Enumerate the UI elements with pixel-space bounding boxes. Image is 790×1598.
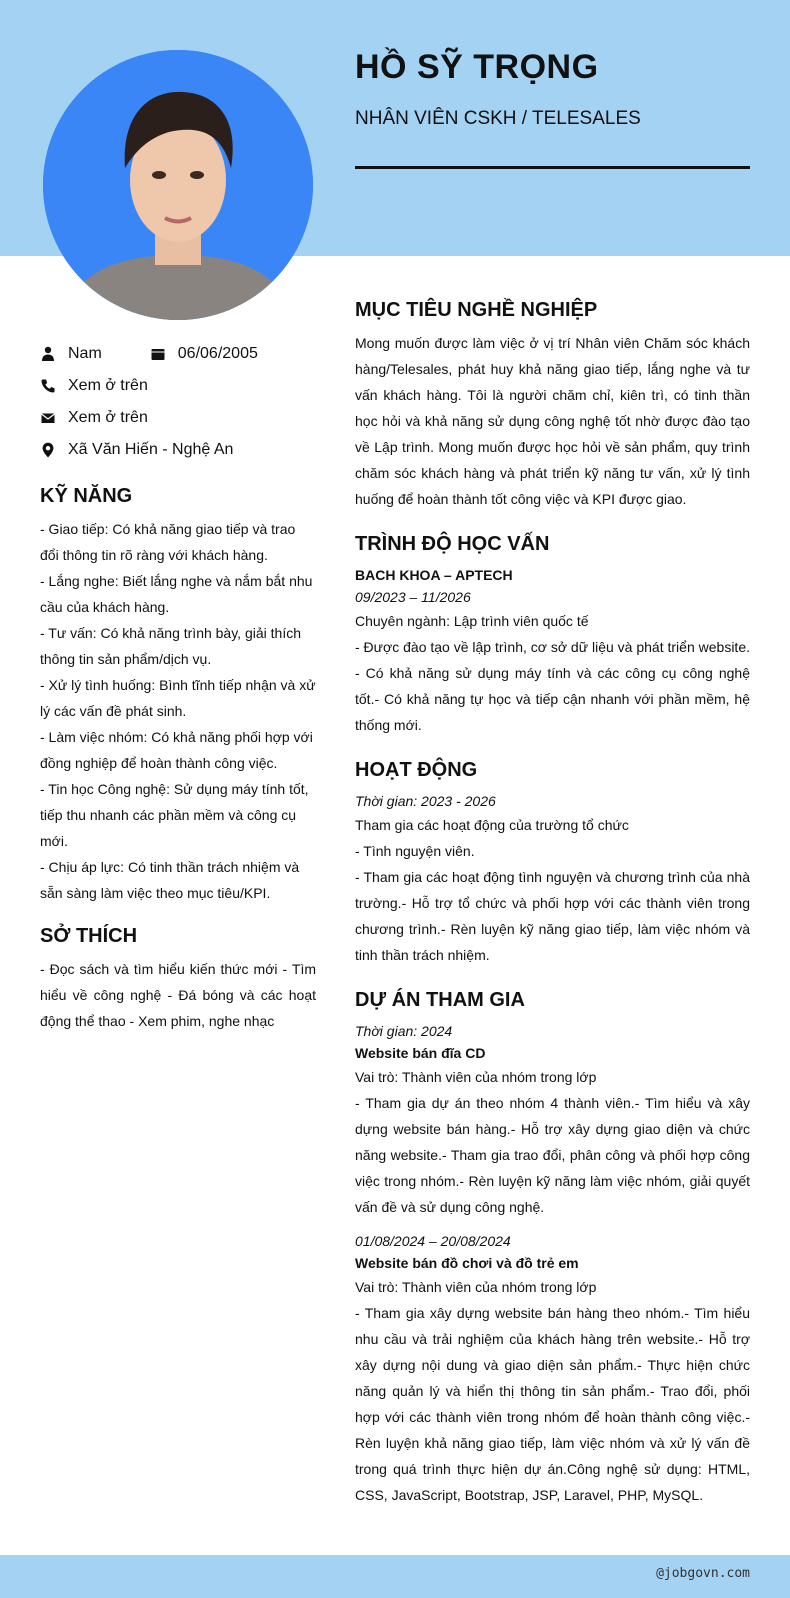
person-icon — [40, 346, 68, 362]
skill-item: - Chịu áp lực: Có tinh thần trách nhiệm và sẵn sàng làm việc theo mục tiêu/KPI. — [40, 859, 300, 901]
phone-value: Xem ở trên — [68, 377, 148, 394]
skill-item: - Tin học Công nghệ: Sử dụng máy tính tốt, tiếp thu nhanh các phần mềm và công cụ mới. — [40, 781, 309, 849]
education-title: TRÌNH ĐỘ HỌC VẤN — [355, 533, 550, 555]
education-period: 09/2023 – 11/2026 — [355, 589, 471, 605]
skills-list — [40, 516, 316, 906]
mail-icon — [40, 410, 68, 426]
hobbies-text: - Đọc sách và tìm hiểu kiến thức mới - Tìm hiểu về công nghệ - Đá bóng và các hoạt động thể thao - Xem phim, nghe nhạc — [40, 961, 316, 1029]
skill-item: - Xử lý tình huống: Bình tĩnh tiếp nhận và xử lý các vấn đề phát sinh. — [40, 677, 316, 719]
project-name: Website bán đồ chơi và đồ trẻ em — [355, 1255, 579, 1271]
job-title: NHÂN VIÊN CSKH / TELESALES — [355, 108, 641, 129]
projects-title: DỰ ÁN THAM GIA — [355, 989, 525, 1011]
address-value: Xã Văn Hiến - Nghệ An — [68, 441, 234, 458]
project-name: Website bán đĩa CD — [355, 1045, 486, 1061]
project-description: - Tham gia dự án theo nhóm 4 thành viên.- Tìm hiểu và xây dựng website bán hàng.- Hỗ trợ xây dựng giao diện và chức năng website.- Tham gia trao đổi, phân công và phối hợp công việc trong nhóm.- Rèn luyện kỹ năng làm việc nhóm, giải quyết vấn đề và sử dụng công nghệ. — [355, 1095, 750, 1215]
phone-icon — [40, 378, 68, 394]
hobbies-title: SỞ THÍCH — [40, 925, 138, 947]
education-description: - Được đào tạo về lập trình, cơ sở dữ liệu và phát triển website. - Có khả năng sử dụng máy tính và các công cụ công nghệ tốt.- Có khả năng tự học và tiếp cận nhanh với phần mềm, hệ thống mới. — [355, 639, 750, 733]
info-row-email — [40, 402, 316, 434]
skills-title: KỸ NĂNG — [40, 485, 133, 507]
objective-text: Mong muốn được làm việc ở vị trí Nhân viên Chăm sóc khách hàng/Telesales, phát huy khả năng giao tiếp, lắng nghe và tư vấn khách hàng. Tôi là người chăm chỉ, kiên trì, có tinh thần học hỏi và khả năng sử dụng công nghệ tốt nhờ được đào tạo về Lập trình. Mong muốn được học hỏi về sản phẩm, quy trình chăm sóc khách hàng và phát triển kỹ năng tư vấn, xử lý tình huống để hoàn thành tốt công việc và KPI được giao. — [355, 335, 750, 507]
calendar-icon — [150, 346, 178, 362]
email-value: Xem ở trên — [68, 409, 148, 426]
education-major: Chuyên ngành: Lập trình viên quốc tế — [355, 613, 589, 629]
gender-value: Nam — [68, 345, 102, 362]
project-role: Vai trò: Thành viên của nhóm trong lớp — [355, 1279, 597, 1295]
info-row-gender-birthdate — [40, 338, 316, 370]
skill-item: - Làm việc nhóm: Có khả năng phối hợp với đồng nghiệp để hoàn thành công việc. — [40, 729, 313, 771]
skill-item: - Tư vấn: Có khả năng trình bày, giải thích thông tin sản phẩm/dịch vụ. — [40, 625, 301, 667]
left-column — [40, 338, 316, 1034]
footer-watermark: @jobgovn.com — [656, 1566, 750, 1581]
activities-line: - Tình nguyện viên. — [355, 843, 475, 859]
project-period: Thời gian: 2024 — [355, 1023, 453, 1039]
profile-photo — [43, 50, 313, 320]
location-icon — [40, 442, 68, 458]
portrait-illustration — [43, 50, 313, 320]
project-entry — [355, 1020, 750, 1220]
activities-title: HOẠT ĐỘNG — [355, 759, 478, 781]
info-row-address — [40, 434, 316, 466]
project-period: 01/08/2024 – 20/08/2024 — [355, 1233, 511, 1249]
project-description: - Tham gia xây dựng website bán hàng theo nhóm.- Tìm hiểu nhu cầu và trải nghiệm của khách hàng trên website.- Hỗ trợ xây dựng nội dung và giao diện sản phẩm.- Thực hiện chức năng quản lý và hiển thị thông tin sản phẩm.- Trao đổi, phối hợp với các thành viên trong nhóm để hoàn thành công việc.- Rèn luyện khả năng giao tiếp, làm việc nhóm và xử lý vấn đề trong quá trình thực hiện dự án.Công nghệ sử dụng: HTML, CSS, JavaScript, Bootstrap, JSP, Laravel, PHP, MySQL. — [355, 1305, 750, 1503]
project-role: Vai trò: Thành viên của nhóm trong lớp — [355, 1069, 597, 1085]
birthdate-value: 06/06/2005 — [177, 345, 258, 362]
candidate-name: HỒ SỸ TRỌNG — [355, 48, 599, 86]
skill-item: - Lắng nghe: Biết lắng nghe và nắm bắt nhu cầu của khách hàng. — [40, 573, 313, 615]
project-entry — [355, 1230, 750, 1508]
info-row-phone — [40, 370, 316, 402]
activities-period: Thời gian: 2023 - 2026 — [355, 793, 496, 809]
right-column — [355, 298, 750, 1508]
education-school: BACH KHOA – APTECH — [355, 567, 513, 583]
title-divider — [355, 166, 750, 169]
activities-role: Tham gia các hoạt động của trường tổ chức — [355, 817, 629, 833]
skill-item: - Giao tiếp: Có khả năng giao tiếp và trao đổi thông tin rõ ràng với khách hàng. — [40, 521, 296, 563]
objective-title: MỤC TIÊU NGHỀ NGHIỆP — [355, 299, 598, 321]
activities-description: - Tham gia các hoạt động tình nguyện và chương trình của nhà trường.- Hỗ trợ tổ chức và phối hợp với các thành viên trong chương trình.- Rèn luyện kỹ năng giao tiếp, làm việc nhóm và tinh thần trách nhiệm. — [355, 869, 750, 963]
